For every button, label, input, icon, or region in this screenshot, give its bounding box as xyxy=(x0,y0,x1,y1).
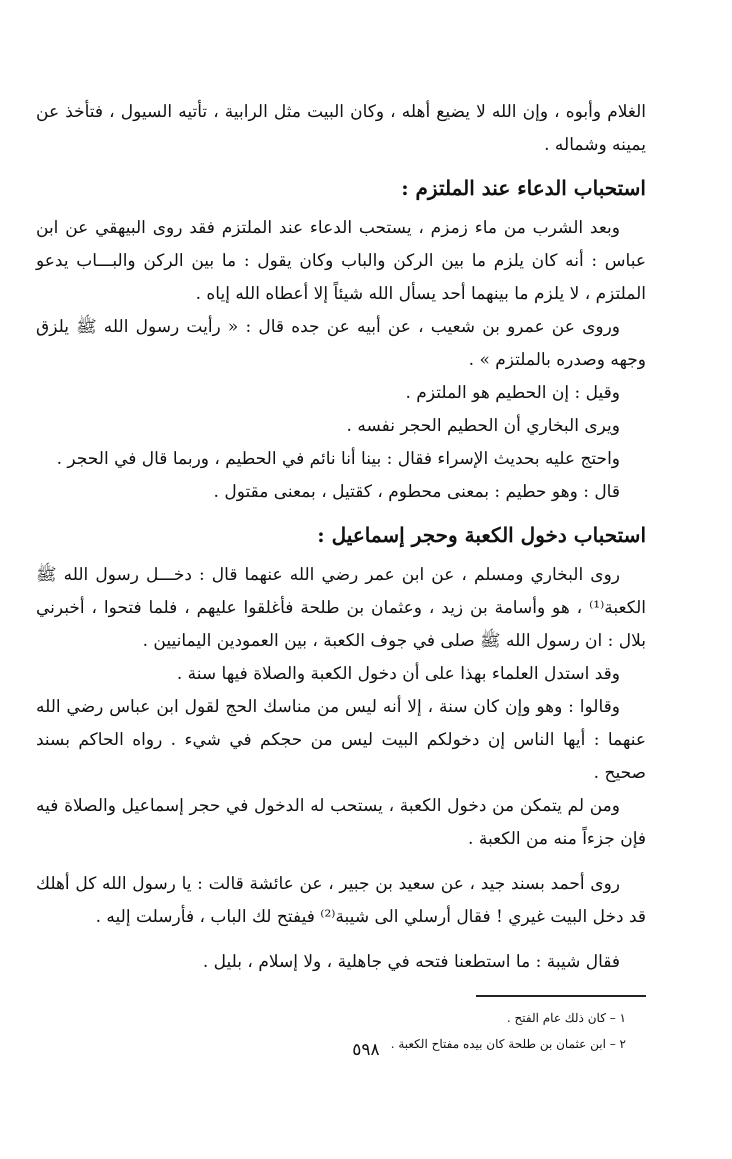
paragraph: وقد استدل العلماء بهذا على أن دخول الكعبة والصلاة فيها سنة . xyxy=(176,664,620,684)
paragraph-continuation: الغلام وأبوه ، وإن الله لا يضيع أهله ، وكان البيت مثل الرابية ، تأتيه السيول ، فتأخذ عن يمينه وشماله . xyxy=(36,102,646,155)
section-heading-kaaba-entry: استحباب دخول الكعبة وحجر إسماعيل : xyxy=(317,523,646,547)
paragraph: روى البخاري ومسلم ، عن ابن عمر رضي الله عنهما قال : دخـــل رسول الله ﷺ الكعبة⁽¹⁾ ، هو وأسامة بن زيد ، وعثمان بن طلحة فأغلقوا عليهم ، فلما فتحوا ، أخبرني بلال : ان رسول الله ﷺ صلى في جوف الكعبة ، بين العمودين اليمانيين . xyxy=(36,565,646,651)
paragraph: وروى عن عمرو بن شعيب ، عن أبيه عن جده قال : « رأيت رسول الله ﷺ يلزق وجهه وصدره بالملتزم » . xyxy=(36,317,646,370)
paragraph: وقالوا : وهو وإن كان سنة ، إلا أنه ليس من مناسك الحج لقول ابن عباس رضي الله عنهما : أيها الناس إن دخولكم البيت ليس من حجكم في شيء . رواه الحاكم بسند صحيح . xyxy=(36,697,646,783)
footnote-2: ٢ – ابن عثمان بن طلحة كان بيده مفتاح الكعبة . xyxy=(390,1037,626,1051)
paragraph: روى أحمد بسند جيد ، عن سعيد بن جبير ، عن عائشة قالت : يا رسول الله كل أهلك قد دخل البيت غيري ! فقال أرسلي الى شيبة⁽²⁾ فيفتح لك الباب ، فأرسلت إليه . xyxy=(36,874,646,927)
paragraph: وبعد الشرب من ماء زمزم ، يستحب الدعاء عند الملتزم فقد روى البيهقي عن ابن عباس : أنه كان يلزم ما بين الركن والباب وكان يقول : ما بين الركن والبـــاب يدعو الملتزم ، لا يلزم ما بينهما أحد يسأل الله شيئاً إلا أعطاه الله إياه . xyxy=(36,218,646,304)
paragraph: ويرى البخاري أن الحطيم الحجر نفسه . xyxy=(346,416,620,436)
paragraph: ومن لم يتمكن من دخول الكعبة ، يستحب له الدخول في حجر إسماعيل والصلاة فيه فإن جزءاً منه من الكعبة . xyxy=(36,796,646,849)
paragraph: وقيل : إن الحطيم هو الملتزم . xyxy=(405,383,620,403)
footnote-1: ١ – كان ذلك عام الفتح . xyxy=(506,1011,626,1025)
section-heading-multazam: استحباب الدعاء عند الملتزم : xyxy=(401,176,646,200)
paragraph: فقال شيبة : ما استطعنا فتحه في جاهلية ، ولا إسلام ، بليل . xyxy=(202,952,620,972)
paragraph: قال : وهو حطيم : بمعنى محطوم ، كقتيل ، بمعنى مقتول . xyxy=(213,482,620,502)
paragraph: واحتج عليه بحديث الإسراء فقال : بينا أنا نائم في الحطيم ، وربما قال في الحجر . xyxy=(56,449,620,469)
footnote-divider xyxy=(476,995,646,997)
page-body xyxy=(36,96,646,1057)
page-number: ٥٩٨ xyxy=(352,1040,380,1060)
